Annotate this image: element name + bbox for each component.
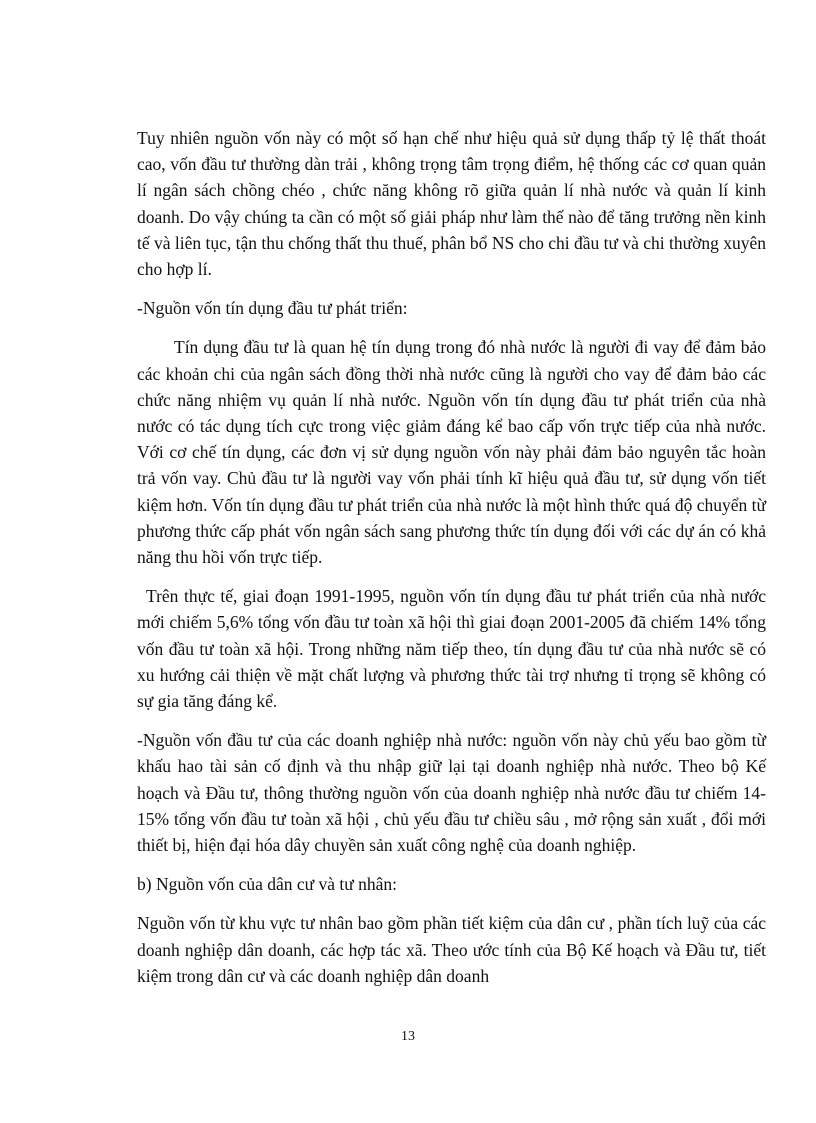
body-text <box>137 125 766 1002</box>
heading-investment-credit: -Nguồn vốn tín dụng đầu tư phát triển: <box>137 298 408 319</box>
paragraph-investment-credit: Tín dụng đầu tư là quan hệ tín dụng trong đó nhà nước là người đi vay để đảm bảo các khoản chi của ngân sách đồng thời nhà nước cũng là người cho vay để đảm bảo các chức năng nhiệm vụ quản lí nhà nước. Nguồn vốn tín dụng đầu tư phát triển của nhà nước có tác dụng tích cực trong việc giảm đáng kể bao cấp vốn trực tiếp của nhà nước. Với cơ chế tín dụng, các đơn vị sử dụng nguồn vốn này phải đảm bảo nguyên tắc hoàn trả vốn vay. Chủ đầu tư là người vay vốn phải tính kĩ hiệu quả đầu tư, sử dụng vốn tiết kiệm hơn. Vốn tín dụng đầu tư phát triển của nhà nước là một hình thức quá độ chuyển từ phương thức cấp phát vốn ngân sách sang phương thức tín dụng đối với các dự án có khả năng thu hồi vốn trực tiếp. <box>137 337 766 568</box>
paragraph-state-enterprises: -Nguồn vốn đầu tư của các doanh nghiệp nhà nước: nguồn vốn này chủ yếu bao gồm từ khấu hao tài sản cố định và thu nhập giữ lại tại doanh nghiệp nhà nước. Theo bộ Kế hoạch và Đầu tư, thông thường nguồn vốn của doanh nghiệp nhà nước đầu tư chiếm 14-15% tổng vốn đầu tư toàn xã hội , chủ yếu đầu tư chiều sâu , mở rộng sản xuất , đổi mới thiết bị, hiện đại hóa dây chuyền sản xuất công nghệ của doanh nghiệp. <box>137 730 766 856</box>
paragraph-credit-statistics: Trên thực tế, giai đoạn 1991-1995, nguồn vốn tín dụng đầu tư phát triển của nhà nước mới chiếm 5,6% tổng vốn đầu tư toàn xã hội thì giai đoạn 2001-2005 đã chiếm 14% tổng vốn đầu tư toàn xã hội. Trong những năm tiếp theo, tín dụng đầu tư của nhà nước sẽ có xu hướng cải thiện về mặt chất lượng và phương thức tài trợ nhưng tỉ trọng sẽ không có sự gia tăng đáng kể. <box>137 586 766 712</box>
page-number: 13 <box>401 1029 415 1044</box>
paragraph-budget-limitations: Tuy nhiên nguồn vốn này có một số hạn chế như hiệu quả sử dụng thấp tỷ lệ thất thoát cao, vốn đầu tư thường dàn trải , không trọng tâm trọng điểm, hệ thống các cơ quan quản lí ngân sách chồng chéo , chức năng không rõ giữa quản lí nhà nước và quản lí kinh doanh. Do vậy chúng ta cần có một số giải pháp như làm thế nào để tăng trưởng nền kinh tế và liên tục, tận thu chống thất thu thuế, phân bổ NS cho chi đầu tư và chi thường xuyên cho hợp lí. <box>137 128 766 280</box>
paragraph-private-capital: Nguồn vốn từ khu vực tư nhân bao gồm phần tiết kiệm của dân cư , phần tích luỹ của các doanh nghiệp dân doanh, các hợp tác xã. Theo ước tính của Bộ Kế hoạch và Đầu tư, tiết kiệm trong dân cư và các doanh nghiệp dân doanh <box>137 913 766 986</box>
heading-private-capital: b) Nguồn vốn của dân cư và tư nhân: <box>137 874 398 895</box>
